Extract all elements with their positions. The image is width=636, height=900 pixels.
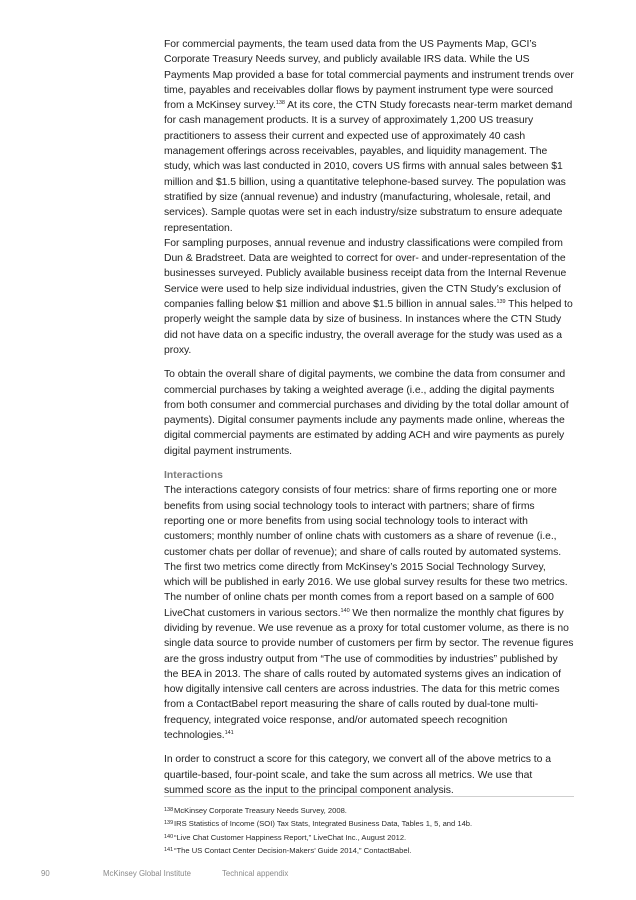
page-number: 90 bbox=[41, 869, 50, 878]
publisher-name: McKinsey Global Institute bbox=[103, 869, 191, 878]
footnote-ref[interactable]: 140 bbox=[340, 607, 350, 614]
footnotes bbox=[164, 796, 574, 858]
section-name: Technical appendix bbox=[222, 869, 289, 878]
paragraph-digital-payments: To obtain the overall share of digital payments, we combine the data from consumer and commercial purchases by taking a weighted average (i.e., adding the digital payments from both consumer and commercial purchases and dividing by the total dollar amount of payments). Digital consumer payments include any payments made online, whereas the digital commercial payments are estimated by adding ACH and wire payments as purely digital payment instruments. bbox=[164, 369, 569, 457]
body-text bbox=[164, 37, 574, 807]
paragraph-commercial-payments: For commercial payments, the team used data from the US Payments Map, GCI’s Corporate Treasury Needs survey, and publicly available IRS data. While the US Payments Map provided a base for total commercial payments and instrument trends over time, payables and receivables dollar flows by payment instrument type were sourced from a McKinsey survey.$^{138}$ At its core, the CTN Study forecasts near-term market demand for cash management products. It is a survey of approximately 1,200 US treasury practitioners to assess their current and expected use of approximately 40 cash management offerings across receivables, payables, and liquidity management. The study, which was last conducted in 2010, covers US firms with annual sales between $1 million and $1.5 billion, using a quantitative telephone-based survey. The population was stratified by size (annual revenue) and industry (manufacturing, wholesale, retail, and services). Sample quotas were set in each industry/size substratum to ensure adequate representation. bbox=[164, 39, 574, 234]
footnote-ref[interactable]: 141 bbox=[224, 730, 234, 737]
footnote: 138McKinsey Corporate Treasury Needs Survey, 2008. bbox=[164, 806, 347, 815]
paragraph-score: In order to construct a score for this category, we convert all of the above metrics to a quartile-based, four-point scale, and take the sum across all metrics. We use that summed score as the input to the principal component analysis. bbox=[164, 754, 551, 796]
section-heading-interactions: Interactions bbox=[164, 470, 223, 482]
footnote-ref[interactable]: 139 bbox=[496, 299, 506, 306]
footnote-ref[interactable]: 138 bbox=[275, 100, 285, 107]
paragraph-interactions: The interactions category consists of four metrics: share of firms reporting one or more benefits from using social technology tools to interact with partners; share of firms reporting one or more benefits from using social technology tools to interact with customers; monthly number of online chats with customers as a share of revenue (i.e., customer chats per dollar of revenue); and share of calls routed by automated systems. The first two metrics come directly from McKinsey’s 2015 Social Technology Survey, which will be published in early 2016. We use global survey results for these two metrics. The number of online chats per month comes from a report based on a sample of 600 LiveChat customers in various sectors.$^{140}$ We then normalize the monthly chat figures by dividing by revenue. We use revenue as a proxy for total customer volume, as there is no single data source to provide number of customers per firm by sector. The revenue figures are the gross industry output from “The use of commodities by industries” published by the BEA in 2013. The share of calls routed by automated systems gives an indication of how digitally intensive call centers are across industries. The data for this metric comes from a ContactBabel report measuring the share of calls routed by dual-tone multi-frequency, integrated voice response, and/or automated speech recognition technologies.$^{141}$ bbox=[164, 485, 574, 742]
footnote: 139IRS Statistics of Income (SOI) Tax Stats, Integrated Business Data, Tables 1, 5, and 14b. bbox=[164, 819, 473, 829]
paragraph-sampling: For sampling purposes, annual revenue and industry classifications were compiled from Dun & Bradstreet. Data are weighted to correct for over- and under-representation of the businesses surveyed. Publicly available business receipt data from the Internal Revenue Service were used to help size individual industries, given the CTN Study’s exclusion of companies falling below $1 million and above $1.5 billion in annual sales.$^{139}$ This helped to properly weight the sample data by size of business. In instances where the CTN Study did not have data on a specific industry, the overall average for the study was used as a proxy. bbox=[164, 237, 573, 356]
footnote: 140“Live Chat Customer Happiness Report,” LiveChat Inc., August 2012. bbox=[164, 832, 407, 842]
footnote: 141“The US Contact Center Decision-Makers’ Guide 2014,” ContactBabel. bbox=[164, 846, 412, 856]
